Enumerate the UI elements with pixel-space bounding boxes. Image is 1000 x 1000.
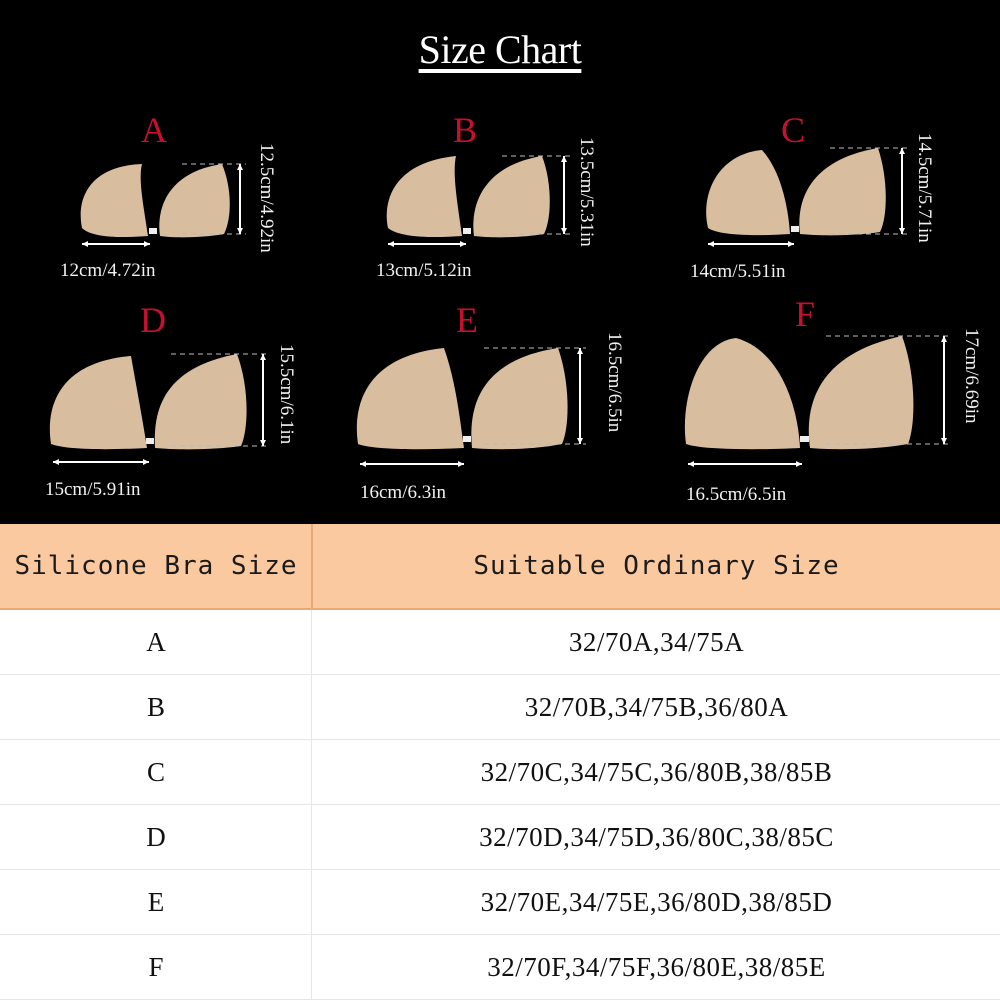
ordinary-size-cell: 32/70A,34/75A [568, 627, 745, 657]
cup-illustration [700, 146, 920, 256]
silicone-size-cell: F [148, 952, 164, 982]
table-row [0, 675, 1000, 740]
height-label: 12.5cm/4.92in [256, 143, 277, 253]
cup-illustration [72, 158, 272, 248]
silicone-size-cell: D [146, 822, 166, 852]
table-row [0, 870, 1000, 935]
width-label: 12cm/4.72in [60, 260, 156, 281]
width-label: 13cm/5.12in [376, 260, 472, 281]
size-letter: D [140, 300, 166, 340]
cup-illustration [45, 350, 275, 475]
silicone-size-cell: B [146, 692, 165, 722]
silicone-size-cell: A [146, 627, 166, 657]
size-table [0, 524, 1000, 1000]
table-row [0, 805, 1000, 870]
size-letter: C [781, 110, 806, 150]
table-header [0, 524, 1000, 610]
width-label: 16.5cm/6.5in [686, 484, 787, 505]
height-label: 15.5cm/6.1in [276, 344, 297, 445]
height-label: 13.5cm/5.31in [576, 137, 597, 247]
width-label: 14cm/5.51in [690, 261, 786, 282]
height-label: 16.5cm/6.5in [604, 332, 625, 433]
page-title: Size Chart [418, 27, 582, 72]
cup-illustration [380, 152, 590, 252]
ordinary-size-cell: 32/70E,34/75E,36/80D,38/85D [480, 887, 833, 917]
cup-illustration [352, 344, 592, 474]
size-letter: A [141, 110, 167, 150]
size-letter: E [456, 300, 478, 340]
ordinary-size-cell: 32/70F,34/75F,36/80E,38/85E [487, 952, 826, 982]
height-label: 17cm/6.69in [961, 328, 982, 424]
table-row [0, 935, 1000, 1000]
column-header-ordinary-size: Suitable Ordinary Size [473, 551, 840, 581]
silicone-size-cell: C [146, 757, 165, 787]
column-divider [311, 524, 313, 610]
ordinary-size-cell: 32/70D,34/75D,36/80C,38/85C [479, 822, 834, 852]
height-label: 14.5cm/5.71in [914, 133, 935, 243]
table-row [0, 610, 1000, 675]
size-letter: B [453, 110, 478, 150]
width-label: 16cm/6.3in [360, 482, 447, 503]
column-header-silicone-size: Silicone Bra Size [14, 551, 298, 581]
cup-illustration [680, 334, 945, 474]
table-row [0, 740, 1000, 805]
width-label: 15cm/5.91in [45, 479, 141, 500]
size-letter: F [795, 294, 816, 334]
ordinary-size-cell: 32/70B,34/75B,36/80A [524, 692, 789, 722]
ordinary-size-cell: 32/70C,34/75C,36/80B,38/85B [480, 757, 833, 787]
silicone-size-cell: E [147, 887, 165, 917]
